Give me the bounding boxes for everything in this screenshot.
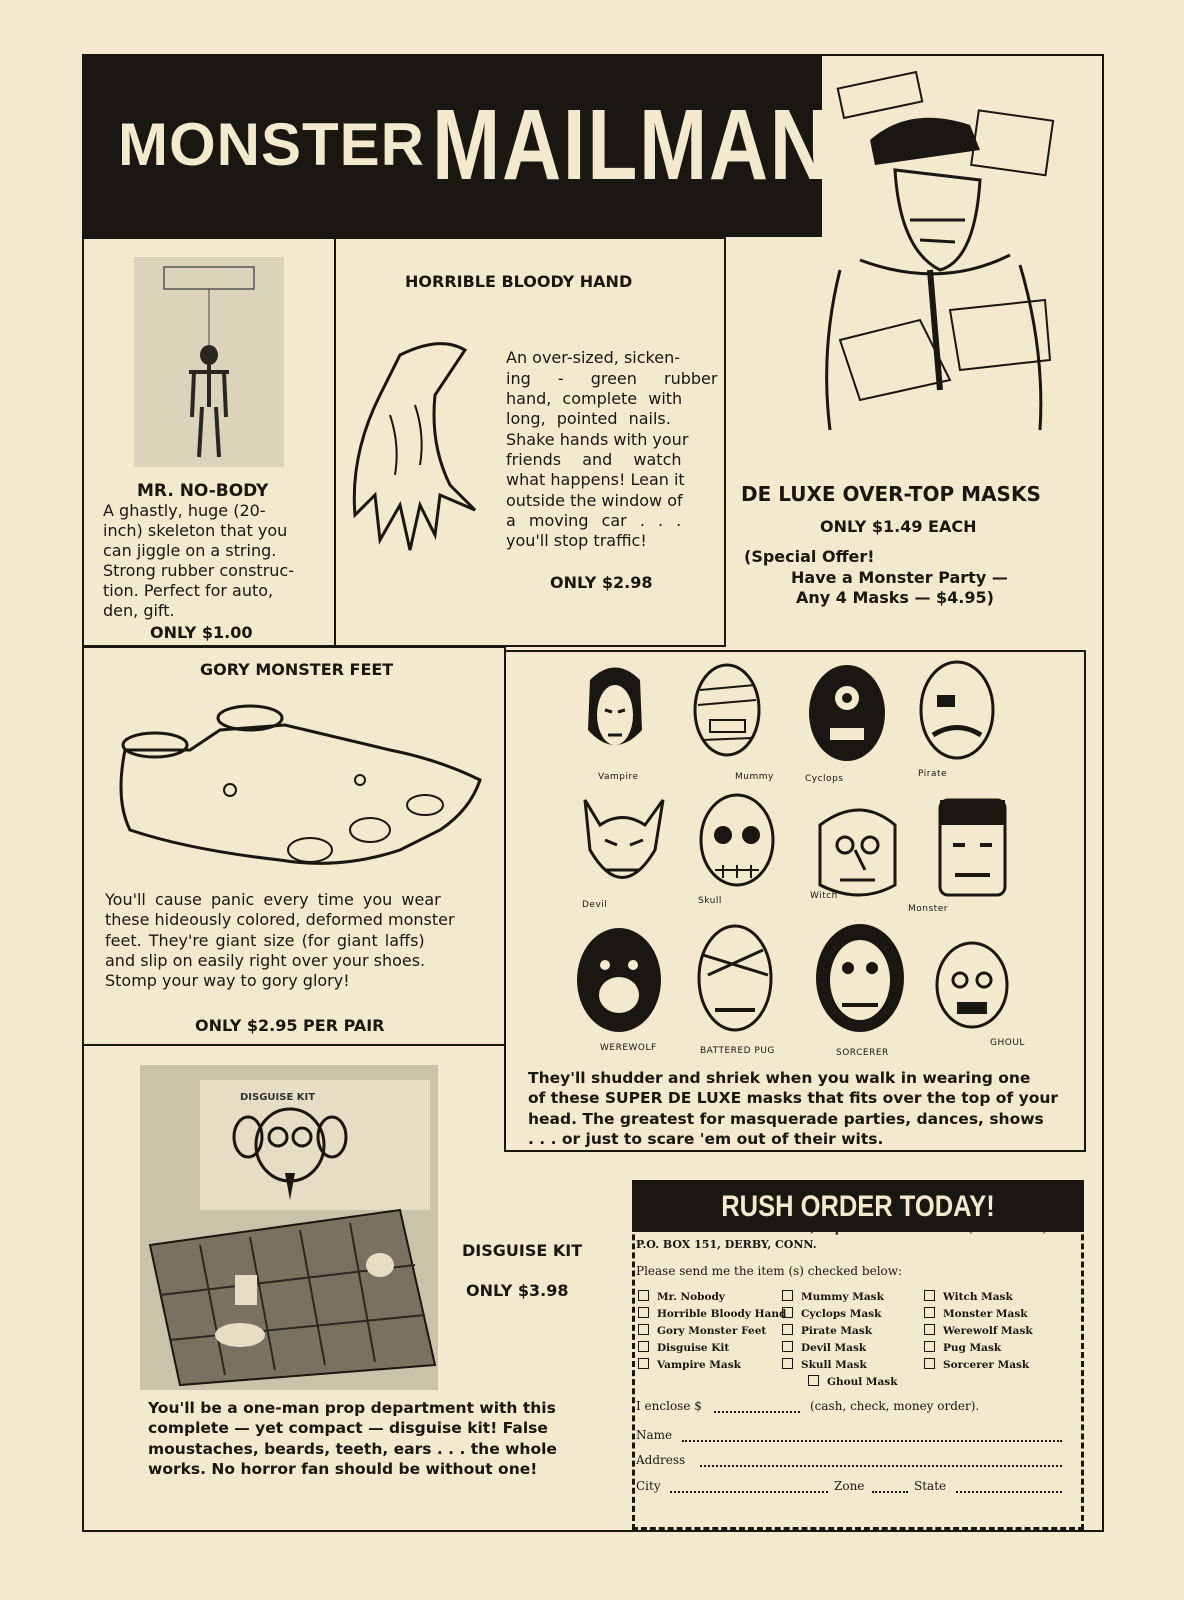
enclose-suffix: (cash, check, money order). — [810, 1399, 980, 1413]
name-label: Name — [636, 1428, 673, 1442]
checkbox-ghoul-mask[interactable]: Ghoul Mask — [808, 1375, 898, 1388]
checkbox-mummy-mask[interactable]: Mummy Mask — [782, 1290, 884, 1303]
skull-mask-icon — [695, 790, 780, 900]
monster-feet-illustration — [110, 700, 490, 870]
checkbox-sorcerer-mask[interactable]: Sorcerer Mask — [924, 1358, 1029, 1371]
battered-pug-mask-icon — [693, 920, 778, 1040]
checkbox-skull-mask[interactable]: Skull Mask — [782, 1358, 867, 1371]
ghoul-mask-icon — [932, 940, 1012, 1040]
state-label: State — [914, 1479, 947, 1493]
mask-label: Monster — [908, 904, 948, 914]
vampire-mask-icon — [580, 660, 650, 760]
monster-feet-price: ONLY $2.95 PER PAIR — [195, 1016, 385, 1035]
werewolf-mask-icon — [572, 925, 667, 1040]
mask-label: BATTERED PUG — [700, 1046, 775, 1056]
city-field[interactable] — [670, 1491, 828, 1493]
checkbox-witch-mask[interactable]: Witch Mask — [924, 1290, 1013, 1303]
order-title: RUSH ORDER TODAY! — [721, 1190, 995, 1223]
state-field[interactable] — [956, 1491, 1062, 1493]
checkbox-cyclops-mask[interactable]: Cyclops Mask — [782, 1307, 881, 1320]
mask-label: GHOUL — [990, 1038, 1025, 1048]
masks-heading: DE LUXE OVER-TOP MASKS — [741, 482, 1041, 506]
checkbox-pirate-mask[interactable]: Pirate Mask — [782, 1324, 872, 1337]
checkbox-vampire-mask[interactable]: Vampire Mask — [638, 1358, 741, 1371]
pirate-mask-icon — [915, 655, 1000, 765]
title-monster: MONSTER — [118, 111, 425, 178]
mr-nobody-price: ONLY $1.00 — [150, 623, 253, 642]
mask-label: SORCERER — [836, 1048, 889, 1058]
witch-mask-icon — [810, 795, 905, 905]
order-company: WORLD WIDE SPECIALTIES, Dept. MM6-2 — [636, 1222, 900, 1235]
checkbox-pug-mask[interactable]: Pug Mask — [924, 1341, 1001, 1354]
checkbox-devil-mask[interactable]: Devil Mask — [782, 1341, 866, 1354]
svg-text:DISGUISE KIT: DISGUISE KIT — [240, 1092, 316, 1103]
mask-label: Mummy — [735, 772, 774, 782]
checkbox-disguise-kit[interactable]: Disguise Kit — [638, 1341, 729, 1354]
checkbox-mr-nobody[interactable]: Mr. Nobody — [638, 1290, 725, 1303]
mummy-mask-icon — [690, 660, 765, 770]
disguise-kit-price: ONLY $3.98 — [466, 1281, 569, 1300]
name-field[interactable] — [682, 1440, 1062, 1442]
address-field[interactable] — [700, 1465, 1062, 1467]
monster-feet-heading: GORY MONSTER FEET — [200, 660, 394, 679]
city-label: City — [636, 1479, 661, 1493]
disguise-kit-illustration — [140, 1065, 438, 1390]
masks-price: ONLY $1.49 EACH — [820, 517, 977, 536]
mask-label: Skull — [698, 896, 722, 906]
devil-mask-icon — [575, 790, 670, 900]
mailman-illustration — [800, 70, 1070, 440]
bloody-hand-price: ONLY $2.98 — [550, 573, 653, 592]
sorcerer-mask-icon — [810, 920, 910, 1040]
mask-label: Cyclops — [805, 774, 844, 784]
skeleton-illustration — [134, 257, 284, 467]
enclose-label: I enclose $ — [636, 1399, 702, 1413]
title-mailman: MAILMAN — [432, 89, 831, 201]
checkbox-monster-feet[interactable]: Gory Monster Feet — [638, 1324, 766, 1337]
disguise-kit-heading: DISGUISE KIT — [462, 1241, 583, 1260]
order-instruction: Please send me the item (s) checked below: — [636, 1264, 903, 1278]
address-label: Address — [636, 1453, 686, 1467]
mask-label: Devil — [582, 900, 608, 910]
bloody-hand-heading: HORRIBLE BLOODY HAND — [405, 272, 633, 291]
enclose-amount-field[interactable] — [714, 1411, 800, 1413]
mr-nobody-heading: MR. NO-BODY — [137, 481, 269, 501]
cyclops-mask-icon — [805, 658, 890, 768]
mask-label: WEREWOLF — [600, 1043, 657, 1053]
checkbox-bloody-hand[interactable]: Horrible Bloody Hand — [638, 1307, 786, 1320]
checkbox-monster-mask[interactable]: Monster Mask — [924, 1307, 1028, 1320]
checkbox-werewolf-mask[interactable]: Werewolf Mask — [924, 1324, 1033, 1337]
bloody-hand-illustration — [340, 335, 490, 585]
mask-label: Witch — [810, 891, 838, 901]
mask-label: Pirate — [918, 769, 948, 779]
zone-field[interactable] — [872, 1491, 908, 1493]
monster-mask-icon — [935, 795, 1010, 905]
zone-label: Zone — [834, 1479, 865, 1493]
order-address: P.O. BOX 151, DERBY, CONN. — [636, 1238, 817, 1251]
mask-label: Vampire — [598, 772, 639, 782]
order-no-cod: (No C.O.D.'s) — [968, 1221, 1047, 1235]
